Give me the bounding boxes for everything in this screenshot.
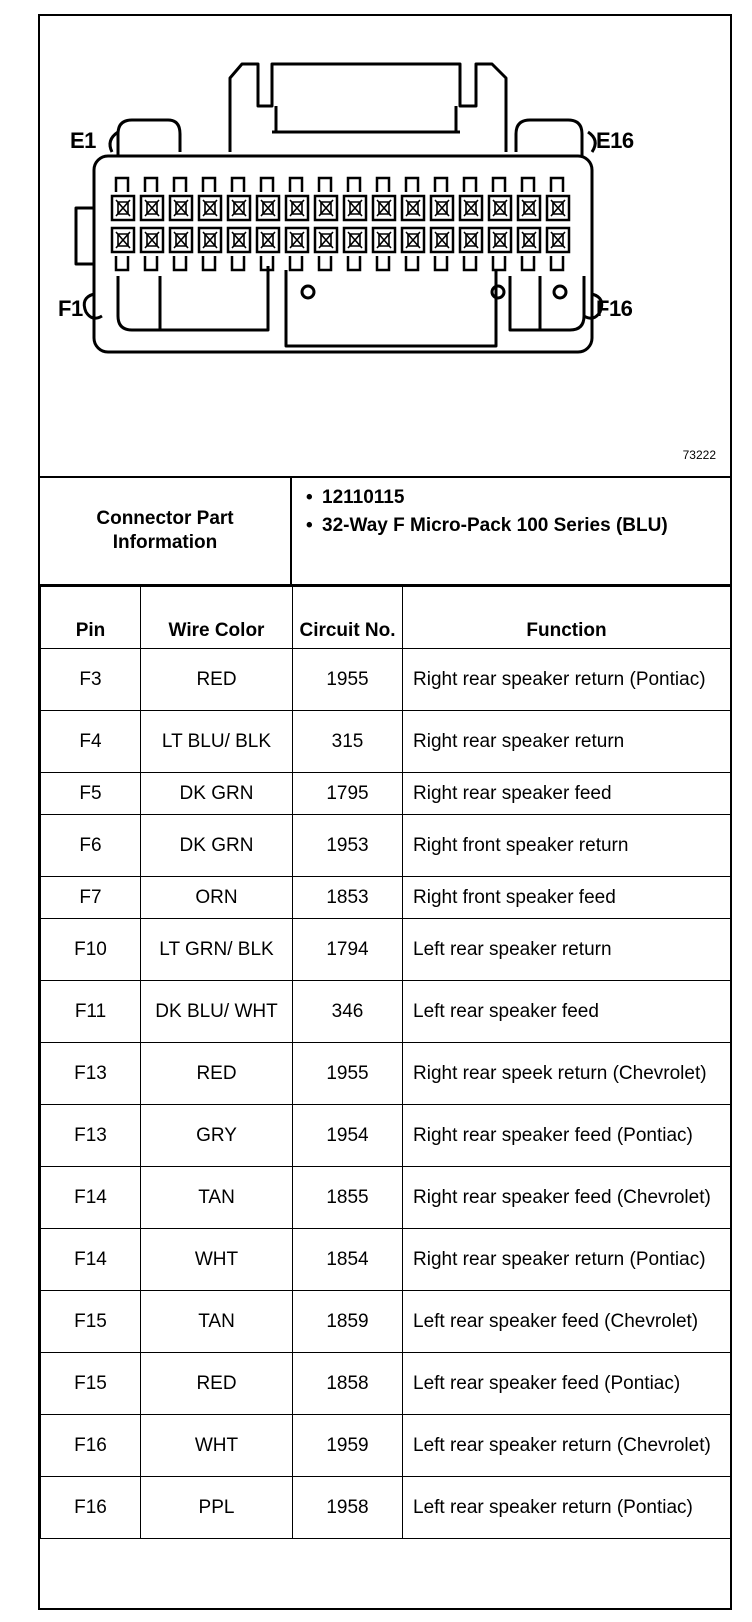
pin-cell: F7: [41, 877, 141, 919]
pin-contact: [406, 232, 420, 248]
wire-color-cell: TAN: [141, 1291, 293, 1353]
pin-tab-bottom: [348, 256, 360, 270]
pin-contact: [464, 200, 478, 216]
circuit-cell: 1955: [293, 649, 403, 711]
connector-right-ear: [516, 120, 582, 156]
pin-tab-bottom: [406, 256, 418, 270]
pin-tab-bottom: [493, 256, 505, 270]
figure-number: 73222: [682, 448, 716, 462]
pin-contact: [203, 232, 217, 248]
table-row: [41, 877, 731, 919]
connector-diagram: [40, 16, 730, 478]
wire-color-cell: DK GRN: [141, 815, 293, 877]
pin-table-body: [41, 649, 731, 1539]
pin-cell: F3: [41, 649, 141, 711]
pin-contact: [522, 200, 536, 216]
table-row: [41, 919, 731, 981]
pin-contact: [551, 200, 565, 216]
pin-contact: [232, 232, 246, 248]
pin-tab-top: [203, 178, 215, 192]
pin-contact: [522, 232, 536, 248]
pin-tab-top: [377, 178, 389, 192]
pin-tab-bottom: [232, 256, 244, 270]
pin-tab-bottom: [377, 256, 389, 270]
pin-tab-bottom: [145, 256, 157, 270]
pin-tab-top: [348, 178, 360, 192]
pin-contact: [377, 232, 391, 248]
pin-tab-top: [174, 178, 186, 192]
table-row: [41, 1353, 731, 1415]
pin-tab-bottom: [203, 256, 215, 270]
table-row: [41, 1229, 731, 1291]
function-cell: Right rear speek return (Chevrolet): [403, 1043, 731, 1105]
wire-color-cell: RED: [141, 1043, 293, 1105]
table-row: [41, 773, 731, 815]
connector-sheet: [38, 14, 732, 1610]
pin-cell: F16: [41, 1477, 141, 1539]
pin-tab-top: [145, 178, 157, 192]
header-wire-color: Wire Color: [141, 587, 293, 649]
connector-drawing: [40, 16, 730, 478]
circuit-cell: 1853: [293, 877, 403, 919]
pin-cell: F16: [41, 1415, 141, 1477]
function-cell: Left rear speaker feed (Pontiac): [403, 1353, 731, 1415]
pin-tab-top: [116, 178, 128, 192]
pin-tab-bottom: [174, 256, 186, 270]
pin-contact: [174, 200, 188, 216]
wire-color-cell: WHT: [141, 1229, 293, 1291]
wire-color-cell: ORN: [141, 877, 293, 919]
connector-description: • 32-Way F Micro-Pack 100 Series (BLU): [294, 514, 724, 538]
wire-color-cell: RED: [141, 649, 293, 711]
pin-cell: F14: [41, 1229, 141, 1291]
table-row: [41, 711, 731, 773]
pin-cell: F13: [41, 1105, 141, 1167]
function-cell: Right rear speaker return: [403, 711, 731, 773]
pin-tab-top: [261, 178, 273, 192]
pin-cell: F11: [41, 981, 141, 1043]
circuit-cell: 1958: [293, 1477, 403, 1539]
pin-contact: [145, 232, 159, 248]
connector-left-ear: [118, 120, 180, 156]
pin-label-e1: E1: [70, 128, 96, 153]
table-row: [41, 649, 731, 711]
circuit-cell: 1795: [293, 773, 403, 815]
table-row: [41, 1043, 731, 1105]
pin-contact: [435, 232, 449, 248]
wire-color-cell: TAN: [141, 1167, 293, 1229]
pin-cell: F15: [41, 1291, 141, 1353]
part-number: • 12110115: [294, 486, 724, 510]
wire-color-cell: DK GRN: [141, 773, 293, 815]
function-cell: Left rear speaker feed: [403, 981, 731, 1043]
connector-info: [40, 478, 730, 586]
header-circuit: Circuit No.: [293, 587, 403, 649]
pin-contact: [551, 232, 565, 248]
pin-contact: [232, 200, 246, 216]
function-cell: Left rear speaker feed (Chevrolet): [403, 1291, 731, 1353]
circuit-cell: 1953: [293, 815, 403, 877]
pin-contact: [145, 200, 159, 216]
wire-color-cell: DK BLU/ WHT: [141, 981, 293, 1043]
circuit-cell: 1854: [293, 1229, 403, 1291]
pin-tab-bottom: [116, 256, 128, 270]
pin-cell: F10: [41, 919, 141, 981]
wire-color-cell: GRY: [141, 1105, 293, 1167]
pin-tab-bottom: [522, 256, 534, 270]
wire-color-cell: WHT: [141, 1415, 293, 1477]
function-cell: Right rear speaker return (Pontiac): [403, 1229, 731, 1291]
header-pin: Pin: [41, 587, 141, 649]
table-row: [41, 815, 731, 877]
table-row: [41, 981, 731, 1043]
pin-tab-top: [522, 178, 534, 192]
pin-label-e16: E16: [596, 128, 634, 153]
pin-tab-bottom: [435, 256, 447, 270]
pin-contact: [116, 232, 130, 248]
pin-tab-top: [493, 178, 505, 192]
pin-tab-top: [232, 178, 244, 192]
circuit-cell: 1855: [293, 1167, 403, 1229]
function-cell: Right rear speaker return (Pontiac): [403, 649, 731, 711]
pin-cell: F5: [41, 773, 141, 815]
pin-contact: [290, 232, 304, 248]
table-row: [41, 1415, 731, 1477]
function-cell: Right rear speaker feed (Chevrolet): [403, 1167, 731, 1229]
header-function: Function: [403, 587, 731, 649]
pin-tab-top: [319, 178, 331, 192]
pin-contact: [435, 200, 449, 216]
pin-tab-top: [464, 178, 476, 192]
function-cell: Right rear speaker feed (Pontiac): [403, 1105, 731, 1167]
table-row: [41, 1167, 731, 1229]
pin-label-f1: F1: [58, 296, 83, 321]
pin-contact: [261, 232, 275, 248]
table-header-row: [41, 587, 731, 649]
pin-tab-top: [406, 178, 418, 192]
pin-label-f16: F16: [596, 296, 633, 321]
pin-contact: [348, 200, 362, 216]
pin-tab-top: [551, 178, 563, 192]
connector-info-label: Connector Part Information: [40, 478, 292, 584]
pin-contact: [319, 232, 333, 248]
pin-tab-bottom: [464, 256, 476, 270]
circuit-cell: 346: [293, 981, 403, 1043]
circuit-cell: 1959: [293, 1415, 403, 1477]
circuit-cell: 1858: [293, 1353, 403, 1415]
pin-cell: F15: [41, 1353, 141, 1415]
pin-contact: [348, 232, 362, 248]
pin-cell: F13: [41, 1043, 141, 1105]
pin-contact: [493, 232, 507, 248]
circuit-cell: 1859: [293, 1291, 403, 1353]
function-cell: Right rear speaker feed: [403, 773, 731, 815]
wire-color-cell: LT GRN/ BLK: [141, 919, 293, 981]
pin-tab-bottom: [319, 256, 331, 270]
table-row: [41, 1291, 731, 1353]
circuit-cell: 1794: [293, 919, 403, 981]
pin-contact: [319, 200, 333, 216]
pin-contact: [464, 232, 478, 248]
connector-info-details: [294, 486, 724, 542]
pin-tab-top: [290, 178, 302, 192]
pin-contact: [203, 200, 217, 216]
pin-contact: [174, 232, 188, 248]
function-cell: Left rear speaker return (Pontiac): [403, 1477, 731, 1539]
connector-body: [94, 156, 592, 352]
circuit-cell: 315: [293, 711, 403, 773]
pin-cell: F14: [41, 1167, 141, 1229]
circuit-cell: 1955: [293, 1043, 403, 1105]
pin-contact: [116, 200, 130, 216]
pin-contact: [377, 200, 391, 216]
function-cell: Left rear speaker return: [403, 919, 731, 981]
connector-pin-rows: [112, 178, 569, 270]
pin-tab-top: [435, 178, 447, 192]
pin-contact: [406, 200, 420, 216]
wire-color-cell: LT BLU/ BLK: [141, 711, 293, 773]
pin-cell: F6: [41, 815, 141, 877]
wire-color-cell: PPL: [141, 1477, 293, 1539]
function-cell: Left rear speaker return (Chevrolet): [403, 1415, 731, 1477]
pin-contact: [493, 200, 507, 216]
circuit-cell: 1954: [293, 1105, 403, 1167]
pin-tab-bottom: [551, 256, 563, 270]
pin-cell: F4: [41, 711, 141, 773]
table-row: [41, 1105, 731, 1167]
function-cell: Right front speaker return: [403, 815, 731, 877]
pin-contact: [290, 200, 304, 216]
pin-table: [40, 586, 731, 1539]
pin-contact: [261, 200, 275, 216]
table-row: [41, 1477, 731, 1539]
function-cell: Right front speaker feed: [403, 877, 731, 919]
connector-latch: [230, 64, 506, 152]
wire-color-cell: RED: [141, 1353, 293, 1415]
pin-tab-bottom: [290, 256, 302, 270]
